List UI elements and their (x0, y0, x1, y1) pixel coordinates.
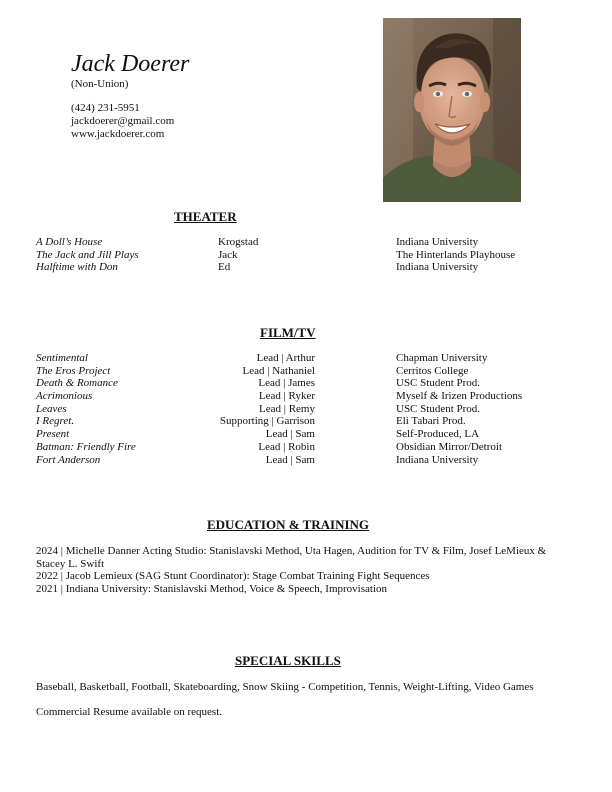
role: Lead | James (258, 377, 315, 390)
production-title: The Jack and Jill Plays (36, 248, 139, 261)
film-row (36, 352, 576, 365)
production-title: I Regret. (36, 415, 75, 428)
union-status: (Non-Union) (71, 78, 129, 90)
role: Lead | Sam (265, 453, 315, 466)
venue: USC Student Prod. (396, 377, 481, 390)
role: Lead | Sam (265, 428, 315, 441)
film-row (36, 365, 576, 378)
venue: Obsidian Mirror/Detroit (396, 440, 503, 453)
film-row (36, 441, 576, 454)
contact-block (71, 102, 174, 141)
venue: Chapman University (396, 352, 488, 364)
production-title: Present (36, 428, 70, 441)
film-tv-list (36, 352, 576, 466)
theater-row (36, 236, 576, 249)
headshot-photo (383, 18, 521, 202)
role: Lead | Ryker (258, 390, 315, 403)
venue: Indiana University (396, 261, 479, 274)
actor-name: Jack Doerer (71, 51, 190, 77)
film-row (36, 377, 576, 390)
production-title: Sentimental (36, 352, 88, 364)
education-entry: 2021 | Indiana University: Stanislavski Method, Voice & Speech, Improvisation (36, 583, 388, 596)
special-skills-text: Baseball, Basketball, Football, Skateboarding, Snow Skiing - Competition, Tennis, Weight-Lifting, Video Games (36, 681, 534, 693)
email-address: jackdoerer@gmail.com (71, 115, 175, 127)
production-title: Batman: Friendly Fire (36, 440, 136, 453)
venue: Self-Produced, LA (396, 428, 480, 441)
role: Krogstad (218, 236, 259, 248)
education-heading: EDUCATION & TRAINING (207, 517, 370, 532)
production-title: A Doll’s House (36, 236, 103, 248)
venue: Indiana University (396, 453, 479, 466)
website: www.jackdoerer.com (71, 128, 165, 140)
role: Lead | Arthur (256, 352, 315, 364)
role: Ed (218, 261, 231, 274)
phone-number: (424) 231-5951 (71, 102, 140, 114)
venue: Cerritos College (396, 364, 469, 377)
venue: The Hinterlands Playhouse (396, 248, 516, 261)
theater-row (36, 249, 576, 262)
theater-heading: THEATER (174, 209, 237, 224)
film-row (36, 415, 576, 428)
production-title: The Eros Project (36, 364, 111, 377)
venue: Eli Tabari Prod. (396, 415, 466, 428)
role: Lead | Remy (259, 402, 315, 415)
film-row (36, 403, 576, 416)
production-title: Fort Anderson (36, 453, 101, 466)
venue: Myself & Irizen Productions (396, 390, 523, 403)
education-entry: 2024 | Michelle Danner Acting Studio: Stanislavski Method, Uta Hagen, Audition for TV & Film, Josef LeMieux & Stacey L. Swift (36, 545, 547, 570)
role: Supporting | Garrison (219, 415, 315, 428)
production-title: Death & Romance (36, 377, 118, 390)
production-title: Halftime with Don (36, 261, 118, 274)
film-row (36, 390, 576, 403)
film-row (36, 428, 576, 441)
role: Jack (218, 248, 238, 261)
role: Lead | Nathaniel (242, 364, 315, 377)
production-title: Acrimonious (36, 390, 93, 403)
theater-list (36, 236, 576, 274)
education-entry: 2022 | Jacob Lemieux (SAG Stunt Coordinator): Stage Combat Training Fight Sequences (36, 570, 430, 583)
special-skills-heading: SPECIAL SKILLS (235, 653, 341, 668)
commercial-resume-note: Commercial Resume available on request. (36, 706, 223, 718)
film-tv-heading: FILM/TV (260, 325, 316, 340)
theater-row (36, 261, 576, 274)
film-row (36, 454, 576, 467)
venue: USC Student Prod. (396, 402, 481, 415)
role: Lead | Robin (258, 440, 315, 453)
education-list (36, 545, 556, 596)
venue: Indiana University (396, 236, 479, 248)
production-title: Leaves (36, 402, 67, 415)
